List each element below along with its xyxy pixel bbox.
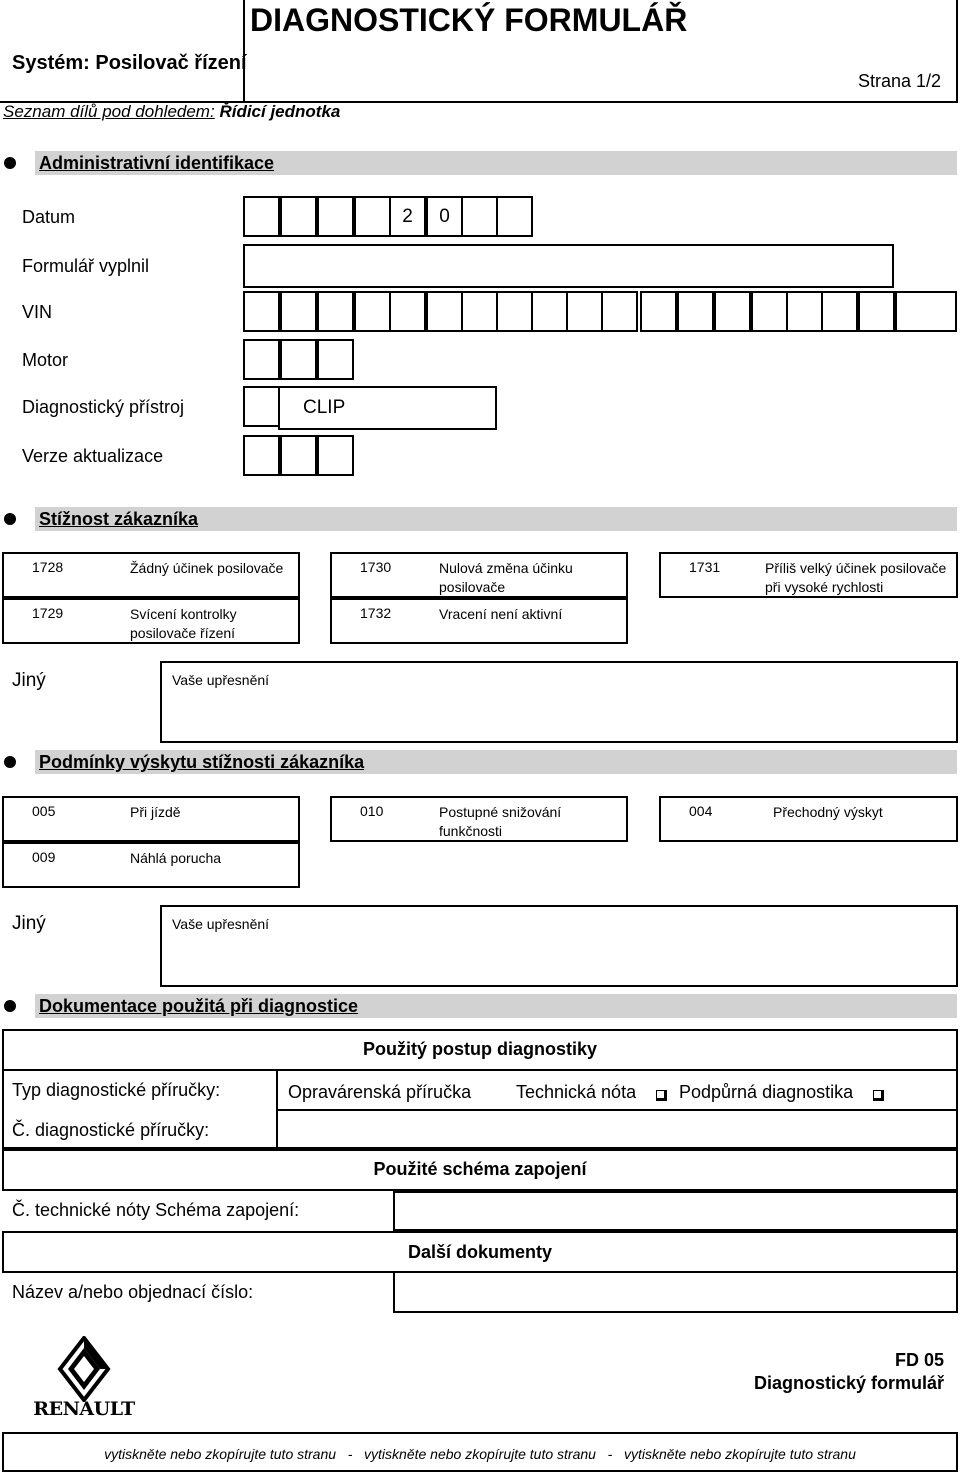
wiring-no-input[interactable] bbox=[393, 1191, 958, 1231]
option-code: 1732 bbox=[360, 605, 392, 621]
manual-type-label: Typ diagnostické příručky: bbox=[12, 1080, 221, 1100]
input-cell[interactable] bbox=[821, 291, 858, 332]
checkbox-icon[interactable] bbox=[656, 1090, 667, 1101]
complaint-option-1729[interactable] bbox=[2, 598, 300, 644]
input-cell[interactable] bbox=[677, 291, 714, 332]
input-cell[interactable] bbox=[280, 435, 317, 476]
section-conditions bbox=[35, 750, 957, 774]
input-cell[interactable] bbox=[317, 196, 354, 237]
section-admin-title: Administrativní identifikace bbox=[39, 153, 275, 173]
section-admin bbox=[35, 151, 957, 175]
complaint-other-input[interactable] bbox=[160, 661, 958, 743]
option-text: Náhlá porucha bbox=[130, 850, 222, 866]
renault-diamond-icon bbox=[28, 1336, 140, 1402]
conditions-other-input[interactable] bbox=[160, 905, 958, 987]
section-conditions-title: Podmínky výskytu stížnosti zákazníka bbox=[39, 752, 365, 772]
input-cell[interactable] bbox=[461, 291, 498, 332]
input-cell[interactable] bbox=[243, 291, 280, 332]
input-cell[interactable] bbox=[354, 196, 391, 237]
condition-option-005[interactable] bbox=[2, 796, 300, 842]
input-cell[interactable] bbox=[243, 339, 280, 380]
complaint-option-1730[interactable] bbox=[330, 552, 628, 598]
option-text: Přechodný výskyt bbox=[773, 804, 883, 820]
option-code: 004 bbox=[689, 803, 713, 819]
condition-option-009[interactable] bbox=[2, 842, 300, 888]
form-name: Diagnostický formulář bbox=[753, 1373, 944, 1393]
manual-no-label: Č. diagnostické příručky: bbox=[12, 1120, 210, 1140]
vin-label: VIN bbox=[22, 302, 53, 322]
input-cell[interactable] bbox=[280, 291, 317, 332]
brand-wordmark: RENAULT bbox=[33, 1398, 135, 1420]
input-cell[interactable] bbox=[531, 291, 568, 332]
manual-option-technical-note[interactable]: Technická nóta bbox=[516, 1082, 637, 1102]
manual-option-repair[interactable]: Opravárenská příručka bbox=[288, 1082, 472, 1102]
input-cell[interactable] bbox=[566, 291, 603, 332]
checkbox-icon[interactable] bbox=[873, 1090, 884, 1101]
input-cell[interactable] bbox=[317, 435, 354, 476]
other-docs-title: Další dokumenty bbox=[407, 1242, 553, 1262]
update-label: Verze aktualizace bbox=[22, 446, 164, 466]
bullet-icon bbox=[4, 756, 16, 768]
input-cell[interactable] bbox=[461, 196, 498, 237]
input-cell[interactable]: 2 bbox=[389, 196, 426, 237]
input-cell[interactable] bbox=[858, 291, 895, 332]
section-complaint-title: Stížnost zákazníka bbox=[39, 509, 199, 529]
page-number: Strana 1/2 bbox=[858, 71, 942, 91]
input-cell[interactable] bbox=[354, 291, 391, 332]
input-cell[interactable] bbox=[243, 196, 280, 237]
bullet-icon bbox=[4, 157, 16, 169]
bullet-icon bbox=[4, 1000, 16, 1012]
parts-label: Seznam dílů pod dohledem: bbox=[3, 102, 215, 121]
section-docs bbox=[35, 994, 957, 1018]
filled-by-label: Formulář vyplnil bbox=[22, 256, 150, 276]
input-cell[interactable] bbox=[640, 291, 677, 332]
input-cell[interactable] bbox=[895, 291, 957, 332]
input-cell[interactable]: 0 bbox=[426, 196, 463, 237]
input-cell[interactable] bbox=[714, 291, 751, 332]
datum-label: Datum bbox=[22, 207, 76, 227]
complaint-option-1728[interactable] bbox=[2, 552, 300, 598]
option-code: 009 bbox=[32, 849, 56, 865]
manual-no-input[interactable] bbox=[276, 1109, 958, 1149]
conditions-other-label: Jiný bbox=[12, 913, 46, 934]
complaint-other-placeholder: Vaše upřesnění bbox=[172, 672, 270, 688]
input-cell[interactable] bbox=[280, 339, 317, 380]
option-code: 005 bbox=[32, 803, 56, 819]
name-no-label: Název a/nebo objednací číslo: bbox=[12, 1282, 254, 1302]
system-label: Systém: Posilovač řízení bbox=[12, 52, 247, 74]
option-code: 1730 bbox=[360, 559, 392, 575]
tool-value: CLIP bbox=[303, 397, 346, 418]
option-text: Žádný účinek posilovače bbox=[130, 560, 284, 576]
input-cell[interactable] bbox=[751, 291, 788, 332]
condition-option-010[interactable] bbox=[330, 796, 628, 842]
complaint-option-1732[interactable] bbox=[330, 598, 628, 644]
form-code: FD 05 bbox=[894, 1350, 944, 1370]
option-text: Vracení není aktivní bbox=[439, 606, 563, 622]
input-cell[interactable] bbox=[389, 291, 426, 332]
input-cell[interactable] bbox=[317, 339, 354, 380]
motor-label: Motor bbox=[22, 350, 69, 370]
procedure-title: Použitý postup diagnostiky bbox=[362, 1039, 597, 1059]
input-cell[interactable] bbox=[280, 196, 317, 237]
complaint-other-label: Jiný bbox=[12, 670, 46, 691]
wiring-no-label: Č. technické nóty Schéma zapojení: bbox=[12, 1200, 300, 1220]
input-cell[interactable] bbox=[496, 291, 533, 332]
input-cell[interactable] bbox=[786, 291, 823, 332]
wiring-title: Použité schéma zapojení bbox=[373, 1159, 587, 1179]
tool-label: Diagnostický přístroj bbox=[22, 397, 185, 417]
option-code: 1731 bbox=[689, 559, 721, 575]
input-cell[interactable] bbox=[426, 291, 463, 332]
name-no-input[interactable] bbox=[393, 1271, 958, 1313]
section-complaint bbox=[35, 507, 957, 531]
filled-by-input[interactable] bbox=[243, 244, 894, 288]
print-note: vytiskněte nebo zkopírujte tuto stranu - vytiskněte nebo zkopírujte tuto stranu - vytiskněte nebo zkopírujte tuto stranu bbox=[104, 1446, 856, 1462]
input-cell[interactable] bbox=[243, 435, 280, 476]
option-code: 1729 bbox=[32, 605, 64, 621]
section-docs-title: Dokumentace použitá při diagnostice bbox=[39, 996, 359, 1016]
parts-value: Řídicí jednotka bbox=[219, 102, 341, 121]
option-text: Nulová změna účinku posilovače bbox=[439, 560, 573, 595]
bullet-icon bbox=[4, 513, 16, 525]
renault-logo bbox=[28, 1336, 140, 1422]
option-text: Při jízdě bbox=[130, 804, 181, 820]
option-text: Příliš velký účinek posilovače při vysoké rychlosti bbox=[765, 560, 947, 595]
complaint-option-1731[interactable] bbox=[659, 552, 958, 598]
conditions-other-placeholder: Vaše upřesnění bbox=[172, 916, 270, 932]
manual-option-support[interactable]: Podpůrná diagnostika bbox=[679, 1082, 854, 1102]
tool-checkbox[interactable] bbox=[243, 386, 280, 427]
option-text: Svícení kontrolky posilovače řízení bbox=[130, 606, 237, 641]
input-cell[interactable] bbox=[317, 291, 354, 332]
option-code: 1728 bbox=[32, 559, 64, 575]
parts-line bbox=[3, 102, 340, 122]
condition-option-004[interactable] bbox=[659, 796, 958, 842]
option-code: 010 bbox=[360, 803, 384, 819]
form-title: DIAGNOSTICKÝ FORMULÁŘ bbox=[250, 2, 688, 38]
input-cell[interactable] bbox=[601, 291, 638, 332]
input-cell[interactable] bbox=[496, 196, 533, 237]
option-text: Postupné snižování funkčnosti bbox=[439, 804, 562, 839]
